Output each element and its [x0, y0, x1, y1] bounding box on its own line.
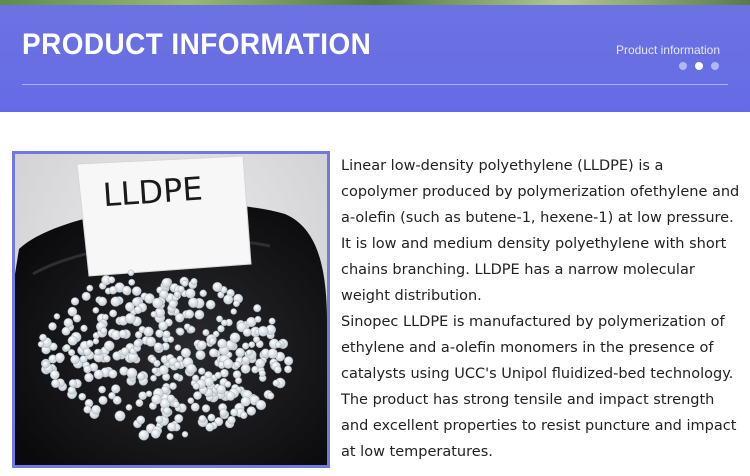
pellet — [42, 361, 49, 368]
pellet — [236, 348, 245, 357]
pellet — [181, 348, 191, 358]
carousel-dot-2[interactable] — [695, 62, 703, 70]
pellet — [177, 356, 183, 362]
pellet — [249, 342, 255, 348]
pellet — [151, 311, 157, 317]
carousel-dots — [679, 62, 719, 70]
pellet — [68, 386, 76, 394]
pellet — [218, 325, 225, 332]
pellet — [195, 310, 204, 319]
pellet — [139, 392, 147, 400]
lldpe-pellets-image — [15, 154, 327, 465]
pellet — [255, 316, 261, 322]
pellet — [62, 327, 70, 335]
pellet — [104, 355, 111, 362]
pellet — [144, 327, 154, 337]
pellet — [55, 353, 64, 362]
pellet — [203, 329, 210, 336]
pellet — [243, 328, 251, 336]
pellet — [151, 429, 160, 438]
pellet — [163, 407, 170, 414]
banner-photo-strip — [0, 0, 750, 5]
pellet — [173, 401, 180, 408]
pellet — [234, 361, 241, 368]
pellet — [197, 341, 206, 350]
pellet — [113, 352, 122, 361]
pellet — [220, 409, 228, 417]
pellet — [63, 344, 70, 351]
pellet — [156, 416, 163, 423]
pellet — [159, 321, 168, 330]
description-paragraph-2: Sinopec LLDPE is manufactured by polymerization of ethylene and a-olefin monomers in the presence of catalysts using UCC's Unipol fluidized-bed technology. — [341, 314, 734, 382]
pellet — [188, 298, 198, 308]
header-banner — [0, 0, 750, 112]
pellet — [160, 290, 169, 299]
pellet — [71, 298, 79, 306]
pellet — [218, 339, 227, 348]
pellet — [128, 270, 134, 276]
pellet — [191, 278, 198, 285]
pellet — [132, 287, 141, 296]
pellet — [121, 348, 129, 356]
pellet — [284, 366, 291, 373]
pellet — [109, 310, 116, 317]
pellet — [230, 409, 238, 417]
pellet — [108, 277, 115, 284]
pellet — [208, 414, 215, 421]
pellet — [167, 433, 174, 440]
pellet — [233, 300, 239, 306]
pellet — [39, 334, 46, 341]
pellet — [253, 336, 260, 343]
pellet — [188, 326, 195, 333]
pellet — [109, 370, 118, 379]
pellet — [156, 330, 164, 338]
pellet — [255, 359, 265, 369]
pellet — [267, 392, 274, 399]
pellet — [86, 340, 93, 347]
pellet — [93, 338, 99, 344]
pellet — [196, 350, 206, 360]
pellet — [173, 373, 180, 380]
pellet — [152, 368, 158, 374]
pellet — [241, 397, 251, 407]
pellet — [91, 405, 100, 414]
pellet — [82, 292, 91, 301]
pellet — [127, 368, 137, 378]
pellet — [169, 383, 176, 390]
pellet — [81, 325, 88, 332]
pellet — [274, 366, 281, 373]
pellet — [191, 403, 199, 411]
pellet — [109, 286, 117, 294]
pellet — [206, 300, 215, 309]
pellet — [177, 328, 185, 336]
pellet — [233, 371, 241, 379]
pellet — [199, 415, 206, 422]
pellet — [258, 326, 268, 336]
pellet — [253, 304, 261, 312]
pellet — [275, 342, 281, 348]
pellet — [231, 309, 237, 315]
pellet — [241, 364, 250, 373]
pellet — [162, 278, 171, 287]
pellet — [256, 400, 266, 410]
pellet — [182, 431, 188, 437]
pellet — [111, 385, 120, 394]
pellet — [137, 416, 145, 424]
pellet — [83, 348, 91, 356]
pellet — [188, 398, 194, 404]
pellet — [217, 385, 226, 394]
pellet — [68, 336, 78, 346]
pellet — [186, 364, 196, 374]
carousel-dot-1[interactable] — [679, 62, 687, 70]
pellet — [101, 327, 108, 334]
pellet — [137, 373, 145, 381]
pellet — [150, 375, 156, 381]
pellet — [159, 365, 169, 375]
pellet — [175, 345, 181, 351]
product-description — [341, 153, 741, 465]
label-card — [77, 156, 251, 276]
pellet — [242, 356, 249, 363]
pellet — [182, 280, 188, 286]
pellet — [273, 380, 280, 387]
pellet — [87, 285, 93, 291]
pellet — [93, 307, 99, 313]
banner-divider — [22, 84, 728, 85]
pellet — [99, 396, 108, 405]
pellet — [38, 341, 44, 347]
pellet — [185, 310, 194, 319]
pellet — [198, 368, 205, 375]
pellet — [84, 373, 93, 382]
pellet — [111, 297, 121, 307]
pellet — [202, 405, 210, 413]
pellet — [50, 370, 59, 379]
pellet — [84, 406, 92, 414]
pellet — [186, 289, 196, 299]
carousel-dot-3[interactable] — [711, 62, 719, 70]
pellet — [242, 343, 249, 350]
pellet — [259, 370, 266, 377]
pellet — [94, 349, 100, 355]
pellet — [225, 381, 231, 387]
pellet — [193, 383, 200, 390]
pellet — [98, 297, 107, 306]
pellet — [134, 340, 142, 348]
pellet — [213, 282, 223, 292]
pellet — [104, 341, 114, 351]
pellet — [209, 349, 218, 358]
pellet — [49, 322, 57, 330]
pellet — [228, 416, 236, 424]
pellet — [230, 333, 240, 343]
pellet — [94, 370, 103, 379]
pellet — [167, 395, 175, 403]
pellet — [247, 407, 256, 416]
pellet — [139, 430, 149, 440]
pellet — [284, 357, 293, 366]
pellet — [152, 394, 162, 404]
pellet — [223, 359, 233, 369]
pellet — [64, 318, 73, 327]
pellet — [221, 320, 227, 326]
pellet — [226, 392, 235, 401]
description-paragraph-1: Linear low-density polyethylene (LLDPE) is a copolymer produced by polymerization ofethylene and a-olefin (such as butene-1, hexene-1) at low pressure. It is low and medium density polyethylene with short chains branching. LLDPE has a narrow molecular weight distribution. — [341, 158, 740, 304]
pellet — [215, 372, 222, 379]
pellet — [84, 365, 92, 373]
pellet — [235, 377, 242, 384]
pellet — [134, 306, 142, 314]
pellet — [146, 391, 152, 397]
pellet — [154, 343, 162, 351]
pellet — [174, 414, 183, 423]
pellet — [174, 362, 181, 369]
pellet — [125, 313, 135, 323]
pellet — [220, 369, 228, 377]
pellet — [126, 404, 132, 410]
pellet — [152, 298, 162, 308]
pellet — [200, 290, 207, 297]
pellet — [108, 392, 115, 399]
pellet — [269, 318, 275, 324]
pellet — [119, 330, 127, 338]
pellet — [167, 423, 176, 432]
pellet — [54, 313, 60, 319]
pellet — [268, 349, 278, 359]
pellet — [122, 286, 131, 295]
pellet — [209, 338, 216, 345]
page-subtitle: Product information — [615, 43, 720, 57]
pellet — [175, 313, 184, 322]
pellet — [99, 386, 106, 393]
pellet — [68, 307, 77, 316]
pellet — [240, 412, 247, 419]
pellet — [246, 350, 252, 356]
pellet — [69, 379, 77, 387]
pellet — [136, 399, 143, 406]
pellet — [115, 411, 125, 421]
pellet — [51, 379, 60, 388]
pellet — [79, 393, 86, 400]
pellet — [71, 355, 80, 364]
pellet — [174, 291, 180, 297]
pellet — [154, 360, 161, 367]
product-photo — [12, 151, 330, 468]
label-text: LLDPE — [101, 169, 204, 215]
page-title: PRODUCT INFORMATION — [22, 28, 372, 61]
description-paragraph-3: The product has strong tensile and impact strength and excellent properties to resist puncture and impact at low temperatures. — [341, 392, 737, 460]
pellet — [129, 279, 135, 285]
pellet — [223, 295, 233, 305]
pellet — [168, 336, 174, 342]
